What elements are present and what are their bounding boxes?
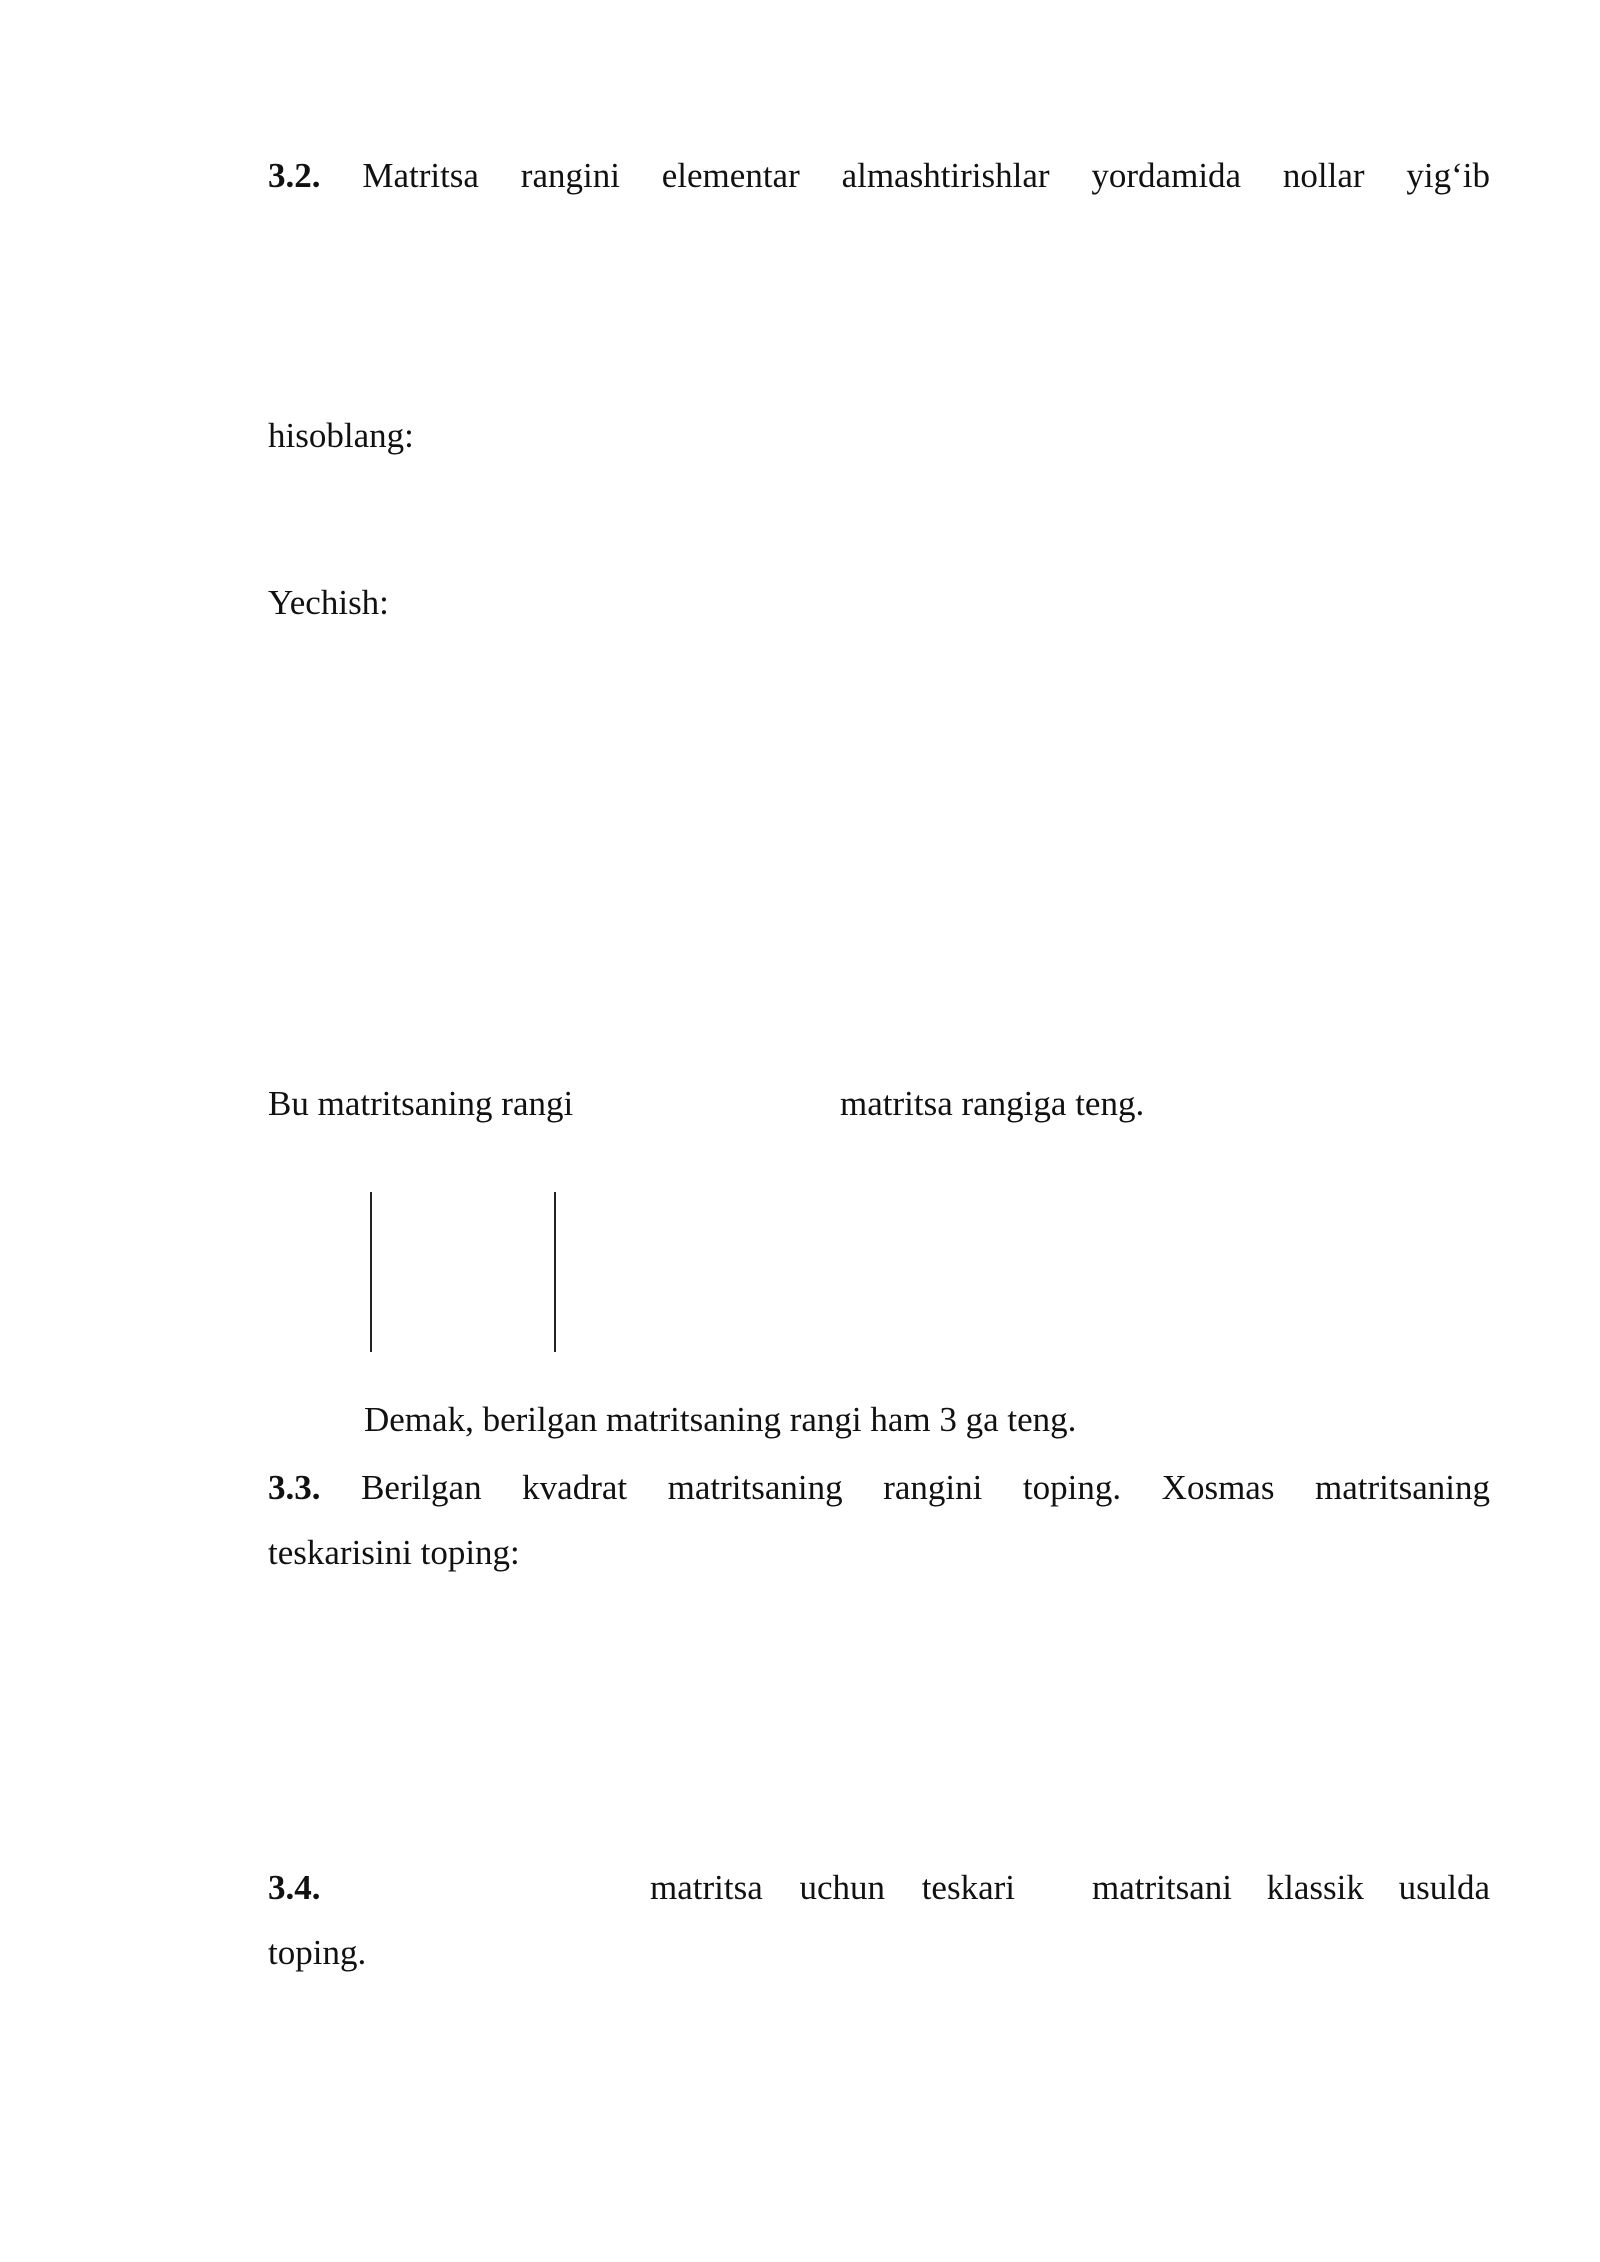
problem-3-3-line-2: teskarisini toping: <box>268 1533 520 1572</box>
determinant-right-bar <box>554 1192 556 1352</box>
word: klassik <box>1266 1868 1364 1907</box>
problem-3-4-part-2 <box>1092 1870 1490 1905</box>
word: nollar <box>1282 156 1365 195</box>
word: matritsaning <box>667 1468 843 1507</box>
word: matritsani <box>1092 1868 1232 1907</box>
word: elementar <box>661 156 800 195</box>
word: yig‘ib <box>1406 156 1490 195</box>
word: toping. <box>1022 1468 1122 1507</box>
word: rangini <box>883 1468 983 1507</box>
rank-prefix: Bu matritsaning rangi <box>268 1084 574 1123</box>
word: uchun <box>799 1868 885 1907</box>
word: yordamida <box>1091 156 1242 195</box>
word: rangini <box>520 156 620 195</box>
conclusion: Demak, berilgan matritsaning rangi ham 3 ga teng. <box>364 1400 1077 1439</box>
word: teskari <box>921 1868 1015 1907</box>
word: kvadrat <box>522 1468 628 1507</box>
rank-suffix: matritsa rangiga teng. <box>840 1084 1145 1123</box>
word: Berilgan <box>361 1468 482 1507</box>
problem-3-4-line-2: toping. <box>268 1933 367 1972</box>
problem-3-3-line-1 <box>268 1470 1490 1505</box>
word: matritsa <box>650 1868 763 1907</box>
word: almashtirishlar <box>841 156 1050 195</box>
determinant-left-bar <box>370 1192 372 1352</box>
problem-3-2-line-2: hisoblang: <box>268 416 414 455</box>
word: matritsaning <box>1315 1468 1490 1507</box>
word: Matritsa <box>362 156 479 195</box>
problem-3-2-line-1 <box>268 158 1490 193</box>
word: Xosmas <box>1161 1468 1275 1507</box>
problem-number-3-4: 3.4. <box>268 1868 321 1907</box>
word: usulda <box>1398 1868 1490 1907</box>
solution-heading: Yechish: <box>268 583 389 622</box>
problem-number: 3.2. <box>268 156 321 195</box>
problem-3-4-part-1 <box>650 1870 1015 1905</box>
problem-number: 3.3. <box>268 1468 321 1507</box>
